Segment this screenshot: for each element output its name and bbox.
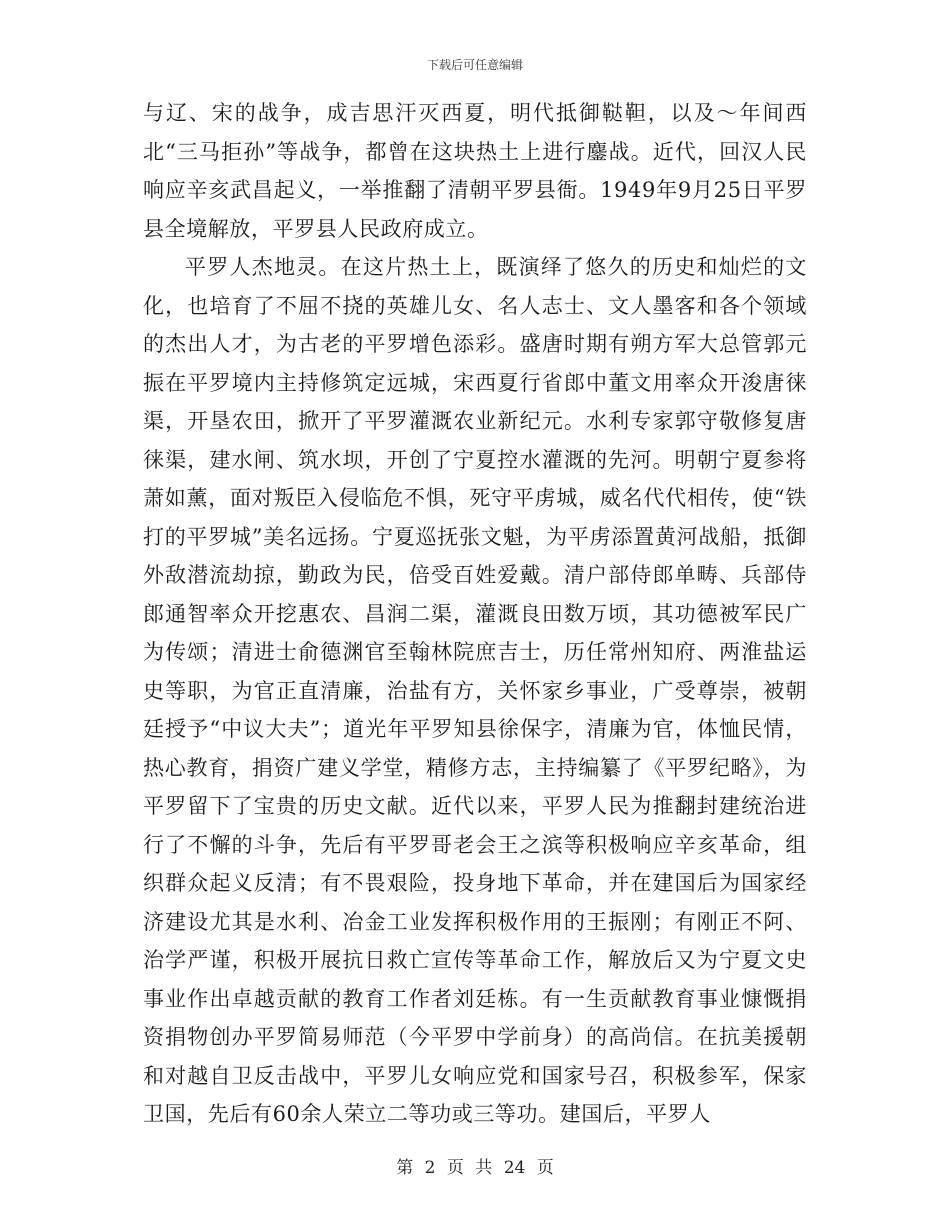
page-suffix: 页 — [446, 1158, 464, 1178]
total-prefix: 共 — [475, 1158, 493, 1178]
page-footer — [0, 1153, 950, 1178]
total-pages-number: 24 — [503, 1158, 526, 1178]
document-body — [143, 94, 807, 1134]
total-suffix: 页 — [536, 1158, 554, 1178]
paragraph: 与辽、宋的战争，成吉思汗灭西夏，明代抵御鞑靼，以及～年间西北“三马拒孙”等战争，都曾在这块热土上进行鏖战。近代，回汉人民响应辛亥武昌起义，一举推翻了清朝平罗县衙。1949年9月25日平罗县全境解放，平罗县人民政府成立。 — [143, 101, 807, 241]
page-prefix: 第 — [396, 1158, 414, 1178]
current-page-number: 2 — [424, 1158, 436, 1178]
page-header: 下载后可任意编辑 — [426, 58, 523, 72]
paragraph: 平罗人杰地灵。在这片热土上，既演绎了悠久的历史和灿烂的文化，也培育了不屈不挠的英雄儿女、名人志士、文人墨客和各个领域的杰出人才，为古老的平罗增色添彩。盛唐时期有朔方军大总管郭元振在平罗境内主持修筑定远城，宋西夏行省郎中董文用率众开浚唐徕渠，开垦农田，掀开了平罗灌溉农业新纪元。水利专家郭守敬修复唐徕渠，建水闸、筑水坝，开创了宁夏控水灌溉的先河。明朝宁夏参将萧如薰，面对叛臣入侵临危不惧，死守平虏城，威名代代相传，使“铁打的平罗城”美名远扬。宁夏巡抚张文魁，为平虏添置黄河战船，抵御外敌潜流劫掠，勤政为民，倍受百姓爱戴。清户部侍郎单畴、兵部侍郎通智率众开挖惠农、昌润二渠，灌溉良田数万顷，其功德被军民广为传颂；清进士俞德渊官至翰林院庶吉士，历任常州知府、两淮盐运史等职，为官正直清廉，治盐有方，关怀家乡事业，广受尊崇，被朝廷授予“中议大夫”；道光年平罗知县徐保字，清廉为官，体恤民情，热心教育，捐资广建义学堂，精修方志，主持编纂了《平罗纪略》，为平罗留下了宝贵的历史文献。近代以来，平罗人民为推翻封建统治进行了不懈的斗争，先后有平罗哥老会王之滨等积极响应辛亥革命，组织群众起义反清；有不畏艰险，投身地下革命，并在建国后为国家经济建设尤其是水利、冶金工业发挥积极作用的王振刚；有刚正不阿、治学严谨，积极开展抗日救亡宣传等革命工作，解放后又为宁夏文史事业作出卓越贡献的教育工作者刘廷栋。有一生贡献教育事业慷慨捐资捐物创办平罗简易师范（今平罗中学前身）的高尚信。在抗美援朝和对越自卫反击战中，平罗儿女响应党和国家号召，积极参军，保家卫国，先后有60余人荣立二等功或三等功。建国后，平罗人 — [143, 255, 807, 1126]
